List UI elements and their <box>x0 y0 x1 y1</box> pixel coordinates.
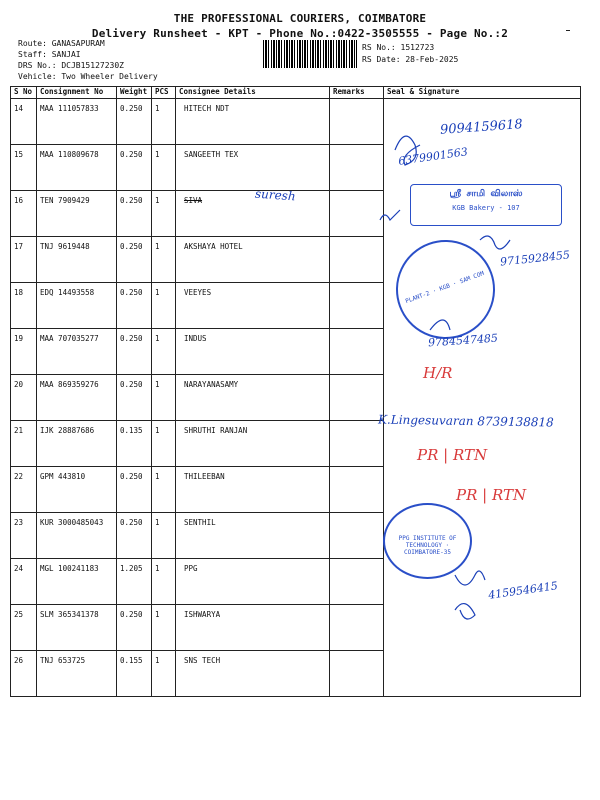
cell-pcs: 1 <box>152 605 176 651</box>
cell-consignment: MAA 707035277 <box>37 329 117 375</box>
cell-sno: 18 <box>11 283 37 329</box>
cell-sno: 14 <box>11 99 37 145</box>
page-mark <box>566 30 570 31</box>
cell-consignee: VEEYES <box>176 283 330 329</box>
cell-pcs: 1 <box>152 375 176 421</box>
cell-consignee: SNS TECH <box>176 651 330 697</box>
cell-consignee: SANGEETH TEX <box>176 145 330 191</box>
drs-label: DRS No.: DCJB15127230Z <box>18 61 124 70</box>
cell-consignee: NARAYANASAMY <box>176 375 330 421</box>
company-stamp-text: PLANT-2 · KGB · SAM COM <box>404 270 486 306</box>
cell-signature <box>384 651 581 697</box>
cell-consignment: TEN 7909429 <box>37 191 117 237</box>
cell-consignee: AKSHAYA HOTEL <box>176 237 330 283</box>
cell-pcs: 1 <box>152 651 176 697</box>
cell-remarks <box>330 283 384 329</box>
cell-consignment: MAA 110809678 <box>37 145 117 191</box>
table-row <box>11 605 581 651</box>
col-weight: Weight <box>117 87 152 99</box>
handwritten-phone-2: 6379901563 <box>397 145 469 168</box>
rs-date: RS Date: 28-Feb-2025 <box>362 55 459 64</box>
handwritten-hr: H/R <box>423 364 453 382</box>
cell-sno: 23 <box>11 513 37 559</box>
company-title: THE PROFESSIONAL COURIERS, COIMBATORE <box>173 12 427 25</box>
handwritten-phone-1: 9094159618 <box>439 117 524 138</box>
cell-weight: 0.250 <box>117 237 152 283</box>
cell-sno: 17 <box>11 237 37 283</box>
runsheet-subtitle: Delivery Runsheet - KPT - Phone No.:0422-3505555 - Page No.:2 <box>91 27 509 40</box>
institute-stamp-text: PPG INSTITUTE OF TECHNOLOGY · COIMBATORE-35 <box>398 535 457 556</box>
cell-sno: 25 <box>11 605 37 651</box>
cell-pcs: 1 <box>152 467 176 513</box>
cell-consignment: GPM 443810 <box>37 467 117 513</box>
cell-consignee: SENTHIL <box>176 513 330 559</box>
cell-remarks <box>330 605 384 651</box>
cell-sno: 19 <box>11 329 37 375</box>
cell-weight: 0.250 <box>117 375 152 421</box>
rs-number: RS No.: 1512723 <box>362 43 435 52</box>
cell-remarks <box>330 421 384 467</box>
cell-weight: 0.250 <box>117 605 152 651</box>
cell-remarks <box>330 99 384 145</box>
col-consignee: Consignee Details <box>176 87 330 99</box>
table-row <box>11 513 581 559</box>
col-consignment: Consignment No <box>37 87 117 99</box>
cell-weight: 0.250 <box>117 283 152 329</box>
cell-consignment: MAA 869359276 <box>37 375 117 421</box>
cell-consignee: SIVA <box>176 191 330 237</box>
cell-weight: 0.250 <box>117 145 152 191</box>
shop-stamp-sub: KGB Bakery - 107 <box>452 204 520 212</box>
cell-weight: 0.155 <box>117 651 152 697</box>
institute-round-stamp <box>383 503 472 579</box>
cell-remarks <box>330 467 384 513</box>
barcode <box>263 40 357 68</box>
handwritten-phone-5: 4159546415 <box>487 579 559 602</box>
cell-remarks <box>330 513 384 559</box>
runsheet-table <box>10 86 581 697</box>
cell-signature <box>384 605 581 651</box>
col-pcs: PCS <box>152 87 176 99</box>
cell-sno: 22 <box>11 467 37 513</box>
cell-remarks <box>330 559 384 605</box>
cell-consignment: KUR 3000485043 <box>37 513 117 559</box>
shop-stamp <box>410 184 562 226</box>
handwritten-phone-4: 9784547485 <box>427 331 499 350</box>
cell-consignment: MGL 100241183 <box>37 559 117 605</box>
cell-sno: 21 <box>11 421 37 467</box>
table-header-row <box>11 87 581 99</box>
cell-sno: 24 <box>11 559 37 605</box>
cell-consignment: SLM 365341378 <box>37 605 117 651</box>
cell-consignee: INDUS <box>176 329 330 375</box>
handwritten-name-phone: K.Lingesuvaran 8739138818 <box>377 412 554 430</box>
cell-sno: 20 <box>11 375 37 421</box>
staff-label: Staff: SANJAI <box>18 50 81 59</box>
cell-pcs: 1 <box>152 237 176 283</box>
cell-remarks <box>330 191 384 237</box>
col-remarks: Remarks <box>330 87 384 99</box>
cell-remarks <box>330 375 384 421</box>
cell-consignment: TNJ 653725 <box>37 651 117 697</box>
cell-consignee: HITECH NDT <box>176 99 330 145</box>
cell-weight: 0.250 <box>117 99 152 145</box>
cell-consignment: TNJ 9619448 <box>37 237 117 283</box>
handwritten-pr-rtn-1: PR | RTN <box>417 446 488 464</box>
cell-weight: 1.205 <box>117 559 152 605</box>
shop-stamp-title: ஸ்ரீ சாமி விலாஸ் <box>449 189 523 199</box>
col-sno: S No <box>11 87 37 99</box>
cell-consignee: SHRUTHI RANJAN <box>176 421 330 467</box>
cell-weight: 0.250 <box>117 513 152 559</box>
cell-pcs: 1 <box>152 99 176 145</box>
table-row <box>11 651 581 697</box>
cell-weight: 0.135 <box>117 421 152 467</box>
cell-pcs: 1 <box>152 513 176 559</box>
cell-pcs: 1 <box>152 329 176 375</box>
cell-weight: 0.250 <box>117 467 152 513</box>
cell-weight: 0.250 <box>117 191 152 237</box>
cell-consignee: ISHWARYA <box>176 605 330 651</box>
cell-remarks <box>330 651 384 697</box>
cell-weight: 0.250 <box>117 329 152 375</box>
route-label: Route: GANASAPURAM <box>18 39 105 48</box>
cell-remarks <box>330 145 384 191</box>
handwritten-phone-3: 9715928455 <box>499 248 571 269</box>
cell-consignment: IJK 28887686 <box>37 421 117 467</box>
cell-sno: 16 <box>11 191 37 237</box>
table-row <box>11 237 581 283</box>
col-signature: Seal & Signature <box>384 87 581 99</box>
vehicle-label: Vehicle: Two Wheeler Delivery <box>18 72 158 81</box>
cell-pcs: 1 <box>152 283 176 329</box>
cell-consignee: PPG <box>176 559 330 605</box>
cell-pcs: 1 <box>152 145 176 191</box>
handwritten-pr-rtn-2: PR | RTN <box>456 486 527 504</box>
handwritten-name-suresh: suresh <box>254 186 297 204</box>
cell-sno: 26 <box>11 651 37 697</box>
cell-consignment: EDQ 14493558 <box>37 283 117 329</box>
cell-remarks <box>330 329 384 375</box>
cell-sno: 15 <box>11 145 37 191</box>
cell-pcs: 1 <box>152 421 176 467</box>
cell-consignment: MAA 111057833 <box>37 99 117 145</box>
cell-pcs: 1 <box>152 559 176 605</box>
cell-consignee: THILEEBAN <box>176 467 330 513</box>
cell-remarks <box>330 237 384 283</box>
cell-pcs: 1 <box>152 191 176 237</box>
